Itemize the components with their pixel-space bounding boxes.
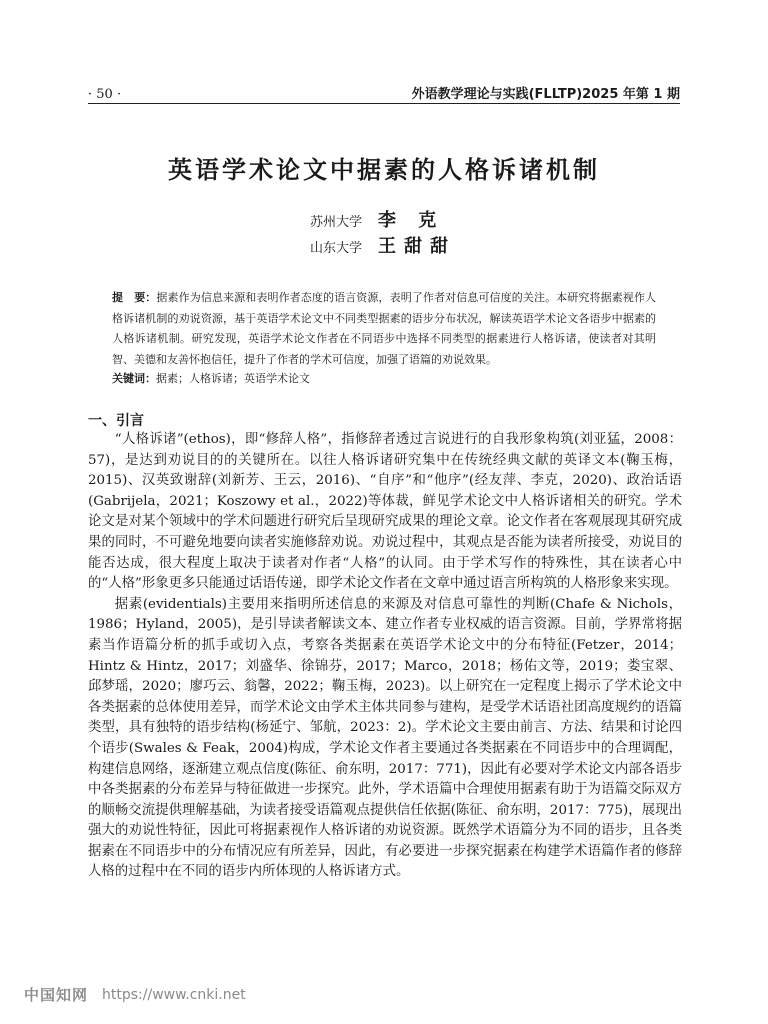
watermark-footer (24, 984, 246, 1005)
paragraph: “人格诉诸”(ethos)，即“修辞人格”，指修辞者透过言说进行的自我形象构筑(刘亚猛，2008：57)，是达到劝说目的的关键所在。以往人格诉诸研究集中在传统经典文献的英译文本(鞠玉梅，2015)、汉英致谢辞(刘新芳、王云，2016)、“自序”和“他序”(经友萍、李克，2020)、政治话语(Gabrijela，2021；Koszowy et al.，2022)等体裁，鲜见学术论文中人格诉诸相关的研究。学术论文是对某个领域中的学术问题进行研究后呈现研究成果的理论文章。论文作者在客观展现其研究成果的同时，不可避免地要向读者实施修辞劝说。劝说过程中，其观点是否能为读者所接受，劝说目的能否达成，很大程度上取决于读者对作者“人格”的认同。由于学术写作的特殊性，其在读者心中的“人格”形象更多只能通过话语传递，即学术论文作者在文章中通过语言所构筑的人格形象来实现。 (88, 432, 682, 592)
cnki-logo: 中国知网 (24, 986, 89, 1004)
author-row (310, 206, 456, 232)
keywords-label: 关键词： (112, 372, 156, 385)
keywords (112, 370, 656, 386)
abstract-text: 据素作为信息来源和表明作者态度的语言资源，表明了作者对信息可信度的关注。本研究将据素视作人格诉诸机制的劝说资源，基于英语学术论文中不同类型据素的语步分布状况，解读英语学术论文各语步中据素的人格诉诸机制。研究发现，英语学术论文作者在不同语步中选择不同类型的据素进行人格诉诸，使读者对其明智、美德和友善怀抱信任，提升了作者的学术可信度，加强了语篇的劝说效果。 (112, 291, 657, 366)
header-rule (88, 103, 680, 104)
journal-name: 外语教学理论与实践(FLLTP)2025 年第 1 期 (411, 87, 680, 102)
author-block (310, 206, 456, 258)
article-title: 英语学术论文中据素的人格诉诸机制 (168, 155, 600, 184)
running-header (88, 80, 680, 102)
abstract (112, 288, 656, 370)
author-row (310, 232, 456, 258)
author-name: 王甜甜 (378, 236, 456, 257)
author-affiliation: 苏州大学 (310, 215, 363, 230)
page-number: · 50 · (88, 87, 122, 102)
section-heading: 一、引言 (88, 413, 144, 429)
paragraph: 据素(evidentials)主要用来指明所述信息的来源及对信息可靠性的判断(Chafe & Nichols，1986；Hyland，2005)，是引导读者解读文本、建立作者专业权威的语言资源。目前，学界常将据素当作语篇分析的抓手或切入点，考察各类据素在英语学术论文中的分布特征(Fetzer，2014；Hintz & Hintz，2017；刘盛华、徐锦芬，2017；Marco，2018；杨佑文等，2019；娄宝翠、邱梦瑶，2020；廖巧云、翁馨，2022；鞠玉梅，2023)。以上研究在一定程度上揭示了学术论文中各类据素的总体使用差异，而学术论文由学术主体共同参与建构，是受学术话语社团高度规约的语篇类型，具有独特的语步结构(杨延宁、邹航，2023：2)。学术论文主要由前言、方法、结果和讨论四个语步(Swales & Feak，2004)构成，学术论文作者主要通过各类据素在不同语步中的合理调配，构建信息网络，逐渐建立观点信度(陈征、俞东明，2017：771)，因此有必要对学术论文内部各语步中各类据素的分布差异与特征做进一步探究。此外，学术语篇中合理使用据素有助于为语篇交际双方的顺畅交流提供理解基础，为读者接受语篇观点提供信任依据(陈征、俞东明，2017：775)，展现出强大的劝说性特征，因此可将据素视作人格诉诸的劝说资源。既然学术语篇分为不同的语步，且各类据素在不同语步中的分布情况应有所差异，因此，有必要进一步探究据素在构建学术语篇作者的修辞人格的过程中在不同的语步内所体现的人格诉诸方式。 (88, 596, 682, 880)
author-affiliation: 山东大学 (310, 241, 363, 256)
abstract-label: 提 要： (112, 291, 157, 304)
keywords-text: 据素；人格诉诸；英语学术论文 (156, 372, 310, 385)
author-name: 李 克 (378, 210, 445, 231)
cnki-url[interactable]: https://www.cnki.net (102, 986, 246, 1003)
body-text (88, 430, 682, 883)
